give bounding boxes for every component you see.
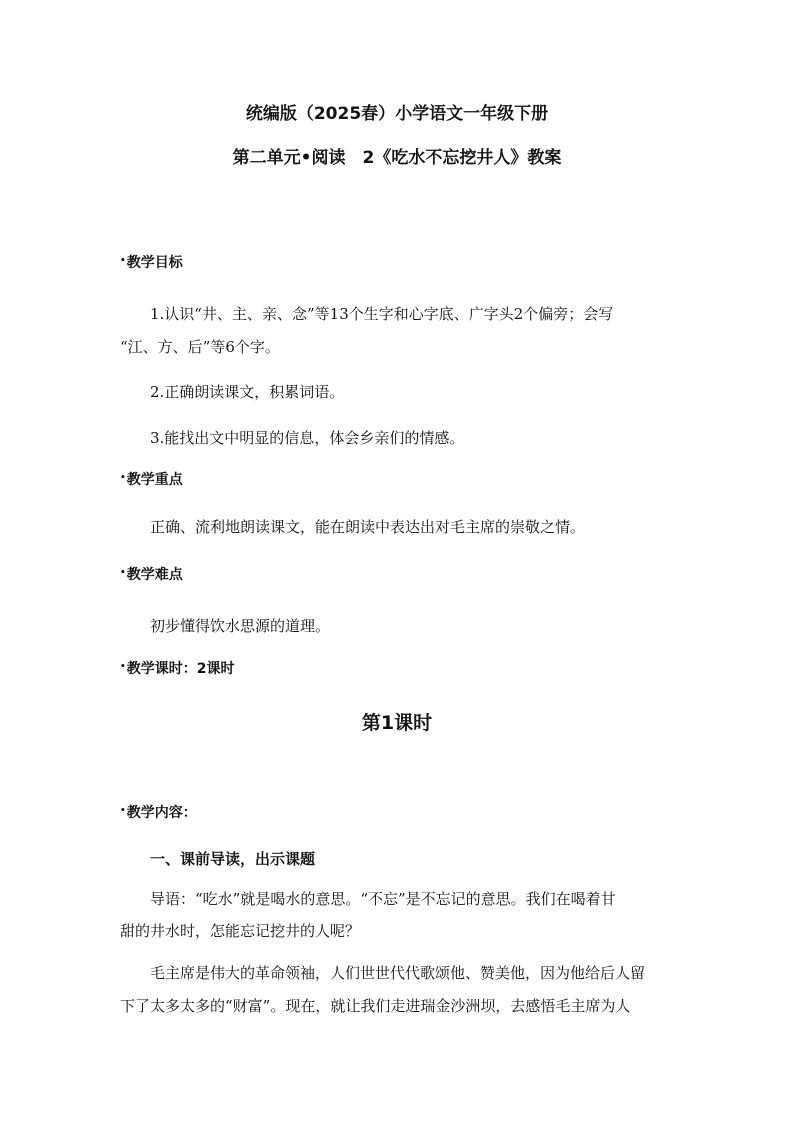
lesson-title: 第1课时 — [361, 712, 433, 734]
paragraph-2-line2: 下了太多太多的“财富”。现在，就让我们走进瑞金沙洲坝，去感悟毛主席为人 — [120, 997, 631, 1015]
bullet-icon: • — [120, 568, 126, 578]
goal-3: 3.能找出文中明显的信息，体会乡亲们的情感。 — [150, 429, 465, 447]
difficulty-heading — [120, 565, 183, 585]
key-heading — [120, 470, 183, 490]
goal-1-line2: “江、方、后”等6个字。 — [120, 338, 280, 356]
intro-line1: 导语：“吃水”就是喝水的意思。“不忘”是不忘记的意思。我们在喝着甘 — [150, 890, 616, 908]
doc-title-line1: 统编版（2025春）小学语文一年级下册 — [245, 104, 549, 124]
section-1-title: 一、课前导读，出示课题 — [150, 850, 316, 868]
hours-heading-text: 教学课时：2课时 — [126, 661, 235, 677]
intro-line2: 甜的井水时，怎能忘记挖井的人呢？ — [120, 922, 361, 940]
bullet-icon: • — [120, 806, 126, 816]
goals-heading — [120, 253, 183, 273]
content-heading — [120, 803, 197, 823]
difficulty-text: 初步懂得饮水思源的道理。 — [150, 617, 331, 635]
paragraph-2-line1: 毛主席是伟大的革命领袖，人们世世代代歌颂他、赞美他，因为他给后人留 — [150, 964, 646, 982]
bullet-icon: • — [120, 662, 126, 672]
key-text: 正确、流利地朗读课文，能在朗读中表达出对毛主席的崇敬之情。 — [150, 518, 586, 536]
hours-heading — [120, 659, 235, 679]
difficulty-heading-text: 教学难点 — [126, 567, 183, 583]
key-heading-text: 教学重点 — [126, 472, 183, 488]
goals-heading-text: 教学目标 — [126, 255, 183, 271]
doc-title-line2: 第二单元•阅读 2《吃水不忘挖井人》教案 — [232, 148, 562, 168]
content-heading-text: 教学内容： — [126, 805, 197, 821]
bullet-icon: • — [120, 473, 126, 483]
goal-2: 2.正确朗读课文，积累词语。 — [150, 383, 345, 401]
goal-1-line1: 1.认识“井、主、亲、念”等13个生字和心字底、广字头2个偏旁；会写 — [150, 305, 614, 323]
bullet-icon: • — [120, 256, 126, 266]
